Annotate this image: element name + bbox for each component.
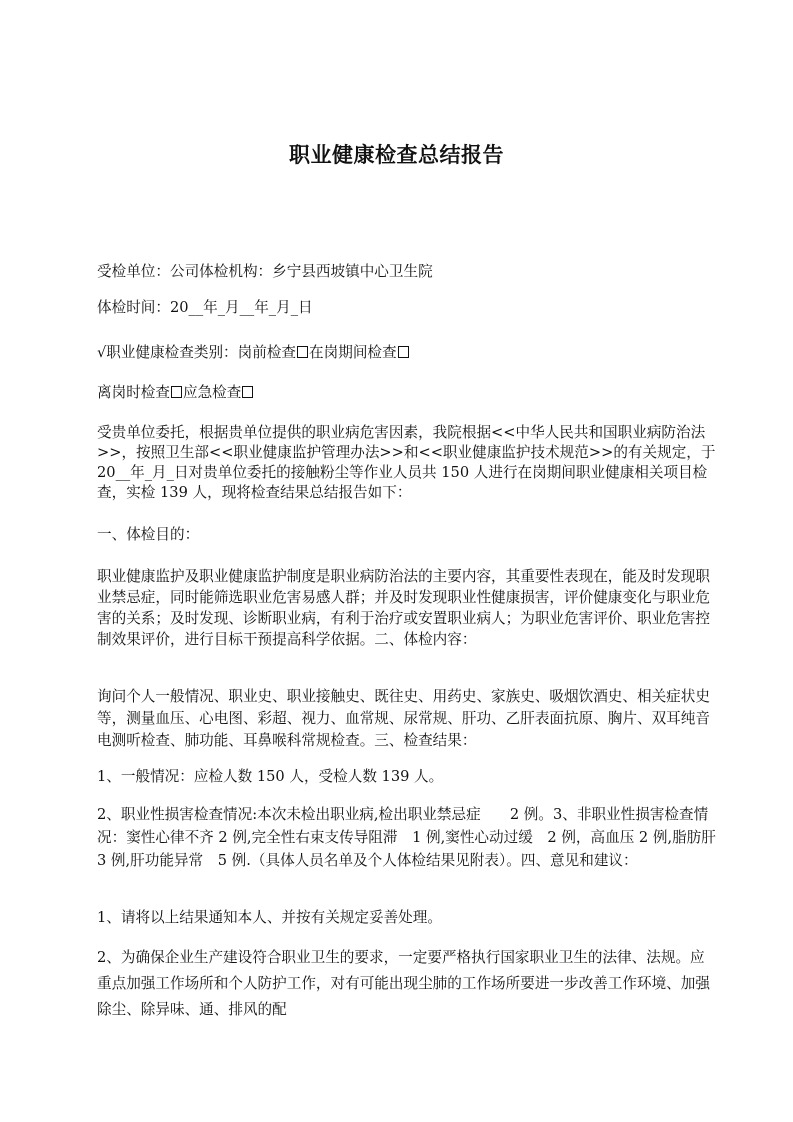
category-option-leaving: 离岗时检查 [97,384,170,401]
section1-heading: 一、体检目的： [97,526,200,543]
result-general: 1、一般情况：应检人数 150 人，受检人数 139 人。 [97,768,444,785]
advice-1: 1、请将以上结果通知本人、并按有关规定妥善处理。 [97,909,442,926]
checkbox-icon [398,346,409,358]
result-occupational: 2、职业性损害检查情况:本次未检出职业病,检出职业禁忌症 2 例。3、非职业性损害检查情况：窦性心律不齐 2 例,完全性右束支传导阻滞 1 例,窦性心动过缓 2 例，高血压 2 例,脂肪肝 3 例,肝功能异常 5 例.（具体人员名单及个人体检结果见附表）。四、意见和建议： [97,806,731,869]
checkbox-icon [297,346,308,358]
advice-2: 2、为确保企业生产建设符合职业卫生的要求，一定要严格执行国家职业卫生的法律、法规。应重点加强工作场所和个人防护工作，对有可能出现尘肺的工作场所要进一步改善工作环境、加强除尘、除异味、通、排风的配 [97,949,710,1018]
section2-paragraph: 询问个人一般情况、职业史、职业接触史、既往史、用药史、家族史、吸烟饮酒史、相关症状史等，测量血压、心电图、彩超、视力、血常规、尿常规、肝功、乙肝表面抗原、胸片、双耳纯音电测听检查、肺功能、耳鼻喉科常规检查。三、检查结果： [97,688,710,749]
inspected-unit-line: 受检单位：公司体检机构：乡宁县西坡镇中心卫生院 [97,263,433,280]
category-option-emergency: 应急检查 [182,384,242,401]
checkbox-icon [242,386,253,398]
checkbox-icon [171,386,182,398]
section1-paragraph: 职业健康监护及职业健康监护制度是职业病防治法的主要内容，其重要性表现在，能及时发现职业禁忌症，同时能筛选职业危害易感人群；并及时发现职业性健康损害，评价健康变化与职业危害的关系；及时发现、诊断职业病，有利于治疗或安置职业病人；为职业危害评价、职业危害控制效果评价，进行目标干预提高科学依据。二、体检内容： [97,568,710,648]
document-title: 职业健康检查总结报告 [289,143,504,167]
category-option-in-service: 在岗期间检查 [309,344,397,361]
exam-category-line-2 [97,382,717,404]
intro-paragraph: 受贵单位委托，根据贵单位提供的职业病危害因素，我院根据<<中华人民共和国职业病防治法>>，按照卫生部<<职业健康监护管理办法>>和<<职业健康监护技术规范>>的有关规定，于 20__年_月_日对贵单位委托的接触粉尘等作业人员共 150 人进行在岗期间职业健康相关项目检查，实检 139 人，现将检查结果总结报告如下： [97,424,721,501]
exam-time-line: 体检时间：20__年_月__年_月_日 [97,299,313,316]
category-prefix: √职业健康检查类别：岗前检查 [97,344,297,361]
exam-category-line [97,342,717,364]
